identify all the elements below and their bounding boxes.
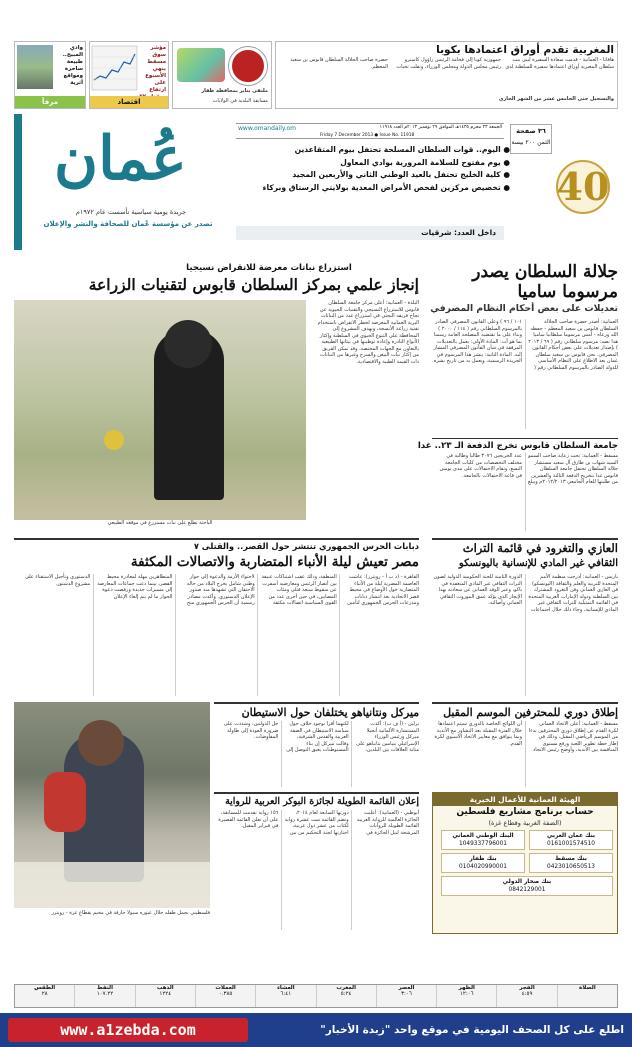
anniversary-badge [550, 156, 614, 246]
research-photo [14, 300, 306, 520]
heritage-story[interactable] [432, 538, 618, 698]
inside-issue[interactable]: داخل العدد: شرقيات [236, 226, 504, 240]
bank-item [441, 853, 525, 873]
info-cell: الطقس ٢٨ [34, 985, 56, 997]
research-body: البلدة - العمانية: أعلن مركز جامعة السلطان قابوس للاستزراع النسيجي والتقنيات الحيوية عن نجاح فريقه البحثي في استزراع عدد من النباتات البرية العمانية المعرضة لخطر الانقراض باستخدام تقنية زراعة الأنسجة، ويهدف المشروع إلى المحافظة على التنوع الحيوي في السلطنة وإكثار الأنواع النادرة وإعادة توطينها في بيئاتها الطبيعية بالتعاون مع الجهات المختصة، وقد تمكن الفريق من إكثار نبات البيعن والسرح وغيرها من النباتات ذات القيمة الطبية والاقتصادية. [317, 300, 419, 365]
charity-org: الهيئة العمانية للأعمال الخيرية [433, 793, 617, 806]
logo-block[interactable] [28, 120, 228, 244]
teaser-title: مؤشر سوق مسقط ينهي الأسبوع على ارتفاع [145, 45, 166, 93]
egypt-body: القاهرة - (د ب أ - رويترز): عاشت العاصمة المصرية ليلة من الأنباء المتضاربة حول الأوضاع في محيط قصر الاتحادية بعد انتشار دبابات ومدرعات الحرس الجمهوري لتأمين المنطقة، وذلك عقب اشتباكات عنيفة بين أنصار الرئيس ومعارضيه أسفرت عن سقوط سبعة قتلى ومئات المصابين، في حين أجرى عدد من القوى السياسية اتصالات مكثفة لاحتواء الأزمة والدعوة إلى حوار وطني شامل يخرج البلاد من حالة الاحتقان التي تشهدها منذ صدور الإعلان الدستوري. وأكدت مصادر رسمية أن الحرس الجمهوري منح المتظاهرين مهلة لمغادرة محيط القصر، بينما دعت جماعات المعارضة إلى مسيرات جديدة ورفضت دعوة الحوار ما لم يتم إلغاء الإعلان الدستوري وتأجيل الاستفتاء على مشروع الدستور. [24, 574, 419, 606]
research-title: إنجاز علمي بمركز السلطان قابوس لتقنيات الزراعة [88, 275, 419, 294]
date-strip [236, 123, 504, 139]
zebda-banner[interactable] [0, 1013, 632, 1047]
info-cell: الذهب ١٢٢٤ [135, 985, 195, 1007]
university-story[interactable] [417, 438, 618, 534]
bank-name: بنك ظفار [469, 856, 497, 862]
bank-account: 1049337796001 [459, 841, 507, 847]
bank-name: بنك عمان العربي [546, 833, 596, 839]
heritage-body: باريس - العمانية: أدرجت منظمة الأمم المتحدة للتربية والعلم والثقافة (اليونسكو) فن العازي العماني وفن التغرود المشترك بين السلطنة ودولة الإمارات العربية المتحدة في القائمة التمثيلية للتراث الثقافي غير المادي للإنسانية، وجاء ذلك خلال اجتماعات الدورة الثامنة للجنة الحكومية الدولية لصون التراث الثقافي غير المادي المنعقدة في باكو، وعبر الوفد العماني عن سعادته بهذا الإنجاز الذي يؤكد عمق الموروث الثقافي العماني وأصالته. [433, 574, 618, 613]
bank-item [441, 830, 525, 850]
charity-ad[interactable] [432, 792, 618, 934]
merkel-body: برلين - (أ ف ب): أكدت المستشارة الألمانية أنجيلا ميركل ورئيس الوزراء الإسرائيلي بنيامين نتانياهو على متانة العلاقات بين البلدين، لكنهما أقرا بوجود خلاف حول سياسة الاستيطان في الضفة الغربية والقدس الشرقية، وقالت ميركل إن بناء المستوطنات يعيق التوصل إلى حل الدولتين، وشددت على ضرورة العودة إلى طاولة المفاوضات. [223, 721, 419, 753]
research-body-col [315, 300, 419, 530]
bank-name: البنك الوطني العماني [452, 833, 514, 839]
bank-item [441, 876, 613, 896]
info-cell: الفجر ٤:٥٩ [496, 985, 556, 1007]
lead-subtitle: تعديلات على بعض أحكام النظام المصرفي [430, 303, 618, 314]
info-cell: الصلاة [557, 985, 617, 1007]
teaser-dhofar[interactable] [172, 41, 272, 109]
uni-body: مسقط - العمانية: تحت رعاية صاحب السمو السيد شهاب بن طارق آل سعيد مستشار جلالة السلطان تحتفل جامعة السلطان قابوس غدا بتخريج الدفعة الثالثة والعشرين من طلبتها للعام الجامعي ٢٠١٢/٢٠١٣م ويبلغ عدد الخريجين ٣٠٧٦ طالبا وطالبة في مختلف التخصصات من كليات الجامعة التسع، وتقام الاحتفالات على مدى يومين في قاعة الاحتفالات بالجامعة. [439, 453, 618, 485]
league-title: إطلاق دوري للمحترفين الموسم المقبل [443, 706, 618, 719]
booker-title: إعلان القائمة الطويلة لجائزة البوكر العربية للرواية [225, 796, 419, 807]
booker-story[interactable] [214, 792, 419, 934]
footer-info-bar [14, 984, 618, 1008]
index-item[interactable]: ● يوم مفتوح للسلامة المرورية بوادي المعاول [340, 157, 510, 167]
gaza-photo-block[interactable] [14, 702, 210, 934]
gaza-photo [14, 702, 210, 908]
uni-title: جامعة السلطان قابوس تخرج الدفعة الـ ٢٣.. غدا [417, 441, 618, 451]
teaser-market[interactable] [89, 41, 169, 109]
teaser-caption: ملتقى يناير بمحافظة ظفار [201, 88, 268, 94]
banner-slogan: اطلع على كل الصحف اليومية في موقع واحد "زبدة الأخبار" [320, 1024, 624, 1036]
wadi-photo [17, 45, 53, 89]
index-item[interactable]: ● اليوم.. قوات السلطان المسلحة تحتفل بيوم المتقاعدين [294, 145, 510, 154]
bank-item [529, 830, 613, 850]
teaser-more: والتسجيل حتى الخامس عشر من الشهر الجاري [498, 96, 614, 102]
heritage-title-2: الثقافي غير المادي للإنسانية باليونسكو [458, 558, 618, 569]
bank-account: 0842129001 [508, 887, 546, 893]
league-body: مسقط - العمانية: أعلن الاتحاد العماني لكرة القدم عن إطلاق دوري المحترفين بدءا من الموسم الرياضي المقبل، وذلك في إطار خطة تطوير اللعبة ورفع مستوى المنافسة بين الأندية، وأوضح رئيس الاتحاد أن اللوائح الخاصة بالدوري سيتم اعتمادها خلال الفترة المقبلة بعد التشاور مع الأندية وبما يتوافق مع معايير الاتحاد الآسيوي لكرة القدم. [434, 721, 618, 753]
info-cell: العملات ٠.٣٨٥ [195, 985, 255, 1007]
teaser-title: وادي المبيح.. طبيعة ساحرة ومواقع أثرية [62, 45, 83, 86]
issue-date-en: Friday 7 December 2013 ● Issue No. 11918 [320, 133, 415, 138]
lead-story[interactable] [432, 262, 618, 436]
tagline: جريدة يومية سياسية تأسست عام ١٩٧٢م [75, 208, 187, 216]
issue-date: الجمعة ٢٣ محرم ١٤٣٥هـ الموافق ٢٩ نوفمبر ٢٠١٣م العدد ١١٩١٨ [379, 125, 502, 130]
ocean-logo-icon [177, 48, 225, 82]
info-cell: العشاء ٦:٤١ [255, 985, 315, 1007]
bank-name: بنك مسقط [555, 856, 587, 862]
heritage-title-1: العازي والتغرود في قائمة التراث [462, 541, 618, 555]
lead-title-1: جلالة السلطان يصدر [472, 262, 618, 282]
info-cell: العصر ٣:٠٦ [376, 985, 436, 1007]
price-box [510, 124, 552, 154]
info-cell: الظهر ١٢:٠٦ [436, 985, 496, 1007]
site-link[interactable]: www.a1zebda.com [8, 1018, 248, 1042]
gaza-caption: فلسطيني يحمل طفله خلال عبوره سيولا جارفة في مخيم بقطاع غزة - رويترز [51, 910, 210, 916]
bank-account: 0104020990001 [459, 864, 507, 870]
bank-list [433, 828, 617, 898]
index-item[interactable]: ● كلية الخليج تحتفل بالعيد الوطني الثاني والأربعين المجيد [292, 170, 510, 179]
plant-sample [104, 430, 124, 450]
masthead-accent [14, 114, 22, 250]
bank-account: 0161001574510 [547, 841, 595, 847]
egypt-kicker: دبابات الحرس الجمهوري تنتشر حول القصر.. والقتلى ٧ [193, 541, 419, 551]
bank-account: 0423010650513 [547, 864, 595, 870]
teaser-footer: مسابقة البلدية في الولايات [212, 98, 268, 104]
researcher-head [164, 320, 212, 368]
bank-name: بنك صحار الدولي [502, 879, 552, 885]
masthead [14, 114, 618, 250]
research-story[interactable] [14, 262, 419, 534]
newspaper-logo: عُمان [54, 124, 187, 194]
bank-item [529, 853, 613, 873]
teaser-wadi[interactable] [14, 41, 86, 109]
info-cell: النفط ١٠٧.٢٢ [74, 985, 134, 1007]
info-cell: المغرب ٥:٢٤ [316, 985, 376, 1007]
lead-body: العمانية: أصدر حضرة صاحب الجلالة السلطان قابوس بن سعيد المعظم - حفظه الله ورعاه - أمس مرسوما سلطانيا ساميا هذا نصه: مرسوم سلطاني رقم ( ٦٩ / ٢٠١٣ ) بإصدار تعديلات على بعض أحكام القانون المصرفي. نحن قابوس بن سعيد سلطان عمان بعد الاطلاع على النظام الأساسي للدولة الصادر بالمرسوم السلطاني رقم ( ١٠١ / ٩٦ ) وعلى القانون المصرفي الصادر بالمرسوم السلطاني رقم ( ١١٤ / ٢٠٠٠ ) وبناء على ما تقتضيه المصلحة العامة رسمنا بما هو آت: المادة الأولى: يعمل بالتعديلات المرفقة في شأن القانون المصرفي المشار إليه. المادة الثانية: ينشر هذا المرسوم في الجريدة الرسمية، ويعمل به من تاريخ نشره. [432, 319, 618, 371]
teaser-footer: مرفأ [15, 96, 85, 108]
index-item[interactable]: ● تخصيص مركزين لفحص الأمراض المعدية بولايتي الرستاق وبركاء [262, 182, 510, 192]
egypt-title: مصر تعيش ليلة الأنباء المتضاربة والاتصالات المكثفة [130, 554, 419, 570]
teaser-body: هافانا - العمانية - قدمت سعادة السفيرة لبنى بنت سلطان المغيرية أوراق اعتمادها سفيرة للسلطنة لدى جمهورية كوبا إلى فخامة الرئيس راؤول كاسترو رئيس مجلس الدولة ومجلس الوزراء، ونقلت تحيات حضرة صاحب الجلالة السلطان قابوس بن سعيد المعظم. [290, 57, 614, 70]
page-count: ٣٦ صفحة [516, 127, 546, 135]
merkel-title: ميركل ونتانياهو يختلفان حول الاستيطان [241, 706, 419, 719]
research-kicker: استزراع نباتات معرضة للانقراض نسيجيا [186, 263, 352, 273]
price: الثمن ٢٠٠ بيسة [511, 139, 551, 146]
flood-water [14, 862, 210, 908]
merkel-story[interactable] [214, 702, 419, 788]
teaser-footer: اقتصاد [90, 96, 168, 108]
league-story[interactable] [432, 702, 618, 788]
teaser-diplomacy[interactable] [275, 41, 618, 109]
booker-body: أبوظبي - (العمانية): أعلنت الجائزة العالمية للرواية العربية القائمة الطويلة للروايات المرشحة لنيل الجائزة في دورتها السابعة لعام ٢٠١٤، وتضم القائمة ست عشرة رواية لكتاب من عشر دول عربية، اختارتها لجنة التحكيم من بين ١٥٦ رواية تقدمت للمسابقة، على أن تعلن القائمة القصيرة في فبراير المقبل. [218, 810, 419, 836]
market-chart-icon [92, 46, 137, 90]
research-caption: الباحثة تطلع على نبات مستزرع في موقعه الطبيعي [107, 520, 213, 526]
charity-title: حساب برنامج مشاريع فلسطين [456, 807, 594, 817]
man-head [78, 720, 124, 766]
teaser-title: المغربية تقدم أوراق اعتمادها بكوبا [436, 44, 614, 56]
oman-emblem-icon [229, 47, 267, 85]
anniversary-number: 40 [556, 164, 610, 209]
publisher: تصدر عن مؤسسة عُمان للصحافة والنشر والإعلان [43, 220, 213, 228]
teaser-strip [14, 41, 618, 109]
site-url[interactable]: www.omandaily.om [238, 125, 297, 132]
charity-subtitle: (الضفة الغربية وقطاع غزة) [488, 819, 562, 827]
egypt-story[interactable] [14, 538, 419, 698]
lead-title-2: مرسوما ساميا [517, 282, 618, 302]
child-figure [44, 772, 86, 832]
headline-index [234, 144, 510, 228]
